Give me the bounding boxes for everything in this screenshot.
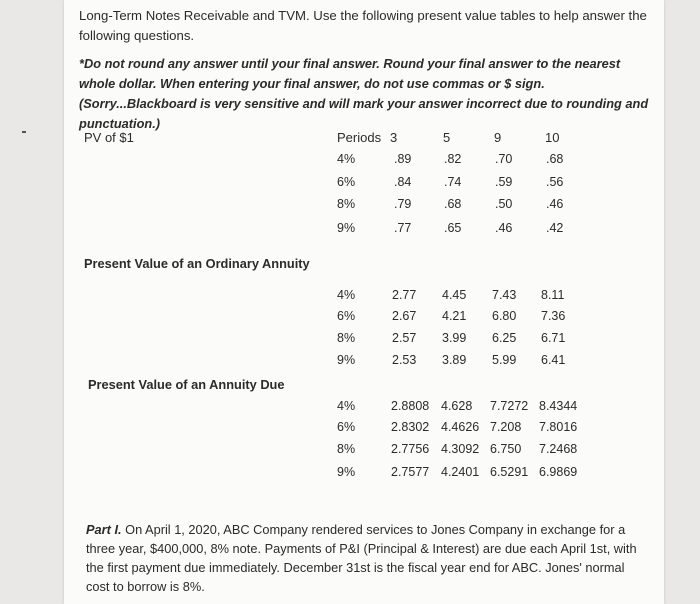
due-cell: 4.4626 <box>441 420 480 434</box>
ordinary-cell: 7.43 <box>492 288 517 302</box>
due-cell: 2.7577 <box>391 465 430 479</box>
due-cell: 7.208 <box>490 420 522 434</box>
pv-cell: .84 <box>394 175 412 189</box>
due-rate-2: 8% <box>337 442 356 456</box>
due-cell: 6.750 <box>490 442 522 456</box>
ordinary-cell: 3.89 <box>442 353 467 367</box>
ordinary-cell: 6.80 <box>492 309 517 323</box>
ordinary-cell: 6.25 <box>492 331 517 345</box>
rounding-note: *Do not round any answer until your final answer. Round your final answer to the nearest whole dollar. When entering your final answer, do not use commas or $ sign. (Sorry...Blackboard is very sensitive and will mark your answer incorrect due to rounding and punctuation.) <box>79 56 649 131</box>
due-cell: 4.3092 <box>441 442 480 456</box>
pv-table-title: PV of $1 <box>84 130 134 145</box>
ordinary-cell: 8.11 <box>541 288 565 302</box>
due-cell: 4.2401 <box>441 465 480 479</box>
ordinary-cell: 4.45 <box>442 288 467 302</box>
pv-cell: .77 <box>394 221 412 235</box>
ordinary-rate-1: 6% <box>337 309 356 323</box>
period-header-5: 5 <box>443 130 451 145</box>
ordinary-cell: 4.21 <box>442 309 467 323</box>
pv-cell: .70 <box>495 152 513 166</box>
margin-mark <box>22 131 26 133</box>
due-cell: 6.5291 <box>490 465 529 479</box>
due-cell: 2.8302 <box>391 420 430 434</box>
pv-cell: .89 <box>394 152 412 166</box>
pv-rate-3: 9% <box>337 221 356 235</box>
pv-cell: .82 <box>444 152 462 166</box>
pv-cell: .59 <box>495 175 513 189</box>
pv-cell: .56 <box>546 175 564 189</box>
period-header-3: 3 <box>390 130 398 145</box>
pv-rate-0: 4% <box>337 152 356 166</box>
pv-cell: .46 <box>546 197 564 211</box>
ordinary-cell: 6.41 <box>541 353 566 367</box>
pv-cell: .68 <box>444 197 462 211</box>
pv-cell: .42 <box>546 221 564 235</box>
period-header-9: 9 <box>494 130 502 145</box>
ordinary-cell: 6.71 <box>541 331 566 345</box>
ordinary-rate-2: 8% <box>337 331 356 345</box>
part-one-label: Part I. <box>86 522 122 537</box>
pv-rate-1: 6% <box>337 175 356 189</box>
due-cell: 6.9869 <box>539 465 578 479</box>
period-header-10: 10 <box>545 130 560 145</box>
ordinary-cell: 2.77 <box>392 288 417 302</box>
ordinary-cell: 3.99 <box>442 331 467 345</box>
due-rate-3: 9% <box>337 465 356 479</box>
pv-rate-2: 8% <box>337 197 356 211</box>
pv-cell: .79 <box>394 197 412 211</box>
due-cell: 4.628 <box>441 399 473 413</box>
ordinary-rate-3: 9% <box>337 353 356 367</box>
ordinary-cell: 7.36 <box>541 309 566 323</box>
part-one-paragraph <box>86 520 646 596</box>
due-rate-0: 4% <box>337 399 356 413</box>
due-rate-1: 6% <box>337 420 356 434</box>
due-cell: 2.7756 <box>391 442 430 456</box>
part-one-text: On April 1, 2020, ABC Company rendered services to Jones Company in exchange for a three year, $400,000, 8% note. Payments of P&I (Principal & Interest) are due each April 1st, with the first payment due immediately. December 31st is the fiscal year end for ABC. Jones' normal cost to borrow is 8%. <box>86 522 637 594</box>
intro-paragraph: Long-Term Notes Receivable and TVM. Use the following present value tables to help answer the following questions. <box>79 8 647 43</box>
pv-cell: .50 <box>495 197 513 211</box>
pv-cell: .68 <box>546 152 564 166</box>
due-cell: 7.8016 <box>539 420 578 434</box>
ordinary-cell: 2.67 <box>392 309 417 323</box>
annuity-due-title: Present Value of an Annuity Due <box>88 377 285 392</box>
due-cell: 2.8808 <box>391 399 430 413</box>
ordinary-annuity-title: Present Value of an Ordinary Annuity <box>84 256 310 271</box>
ordinary-cell: 2.53 <box>392 353 417 367</box>
due-cell: 7.2468 <box>539 442 578 456</box>
due-cell: 8.4344 <box>539 399 578 413</box>
periods-label: Periods <box>337 130 382 145</box>
ordinary-cell: 2.57 <box>392 331 417 345</box>
pv-cell: .46 <box>495 221 513 235</box>
ordinary-rate-0: 4% <box>337 288 356 302</box>
pv-cell: .74 <box>444 175 462 189</box>
ordinary-cell: 5.99 <box>492 353 517 367</box>
due-cell: 7.7272 <box>490 399 529 413</box>
pv-cell: .65 <box>444 221 462 235</box>
